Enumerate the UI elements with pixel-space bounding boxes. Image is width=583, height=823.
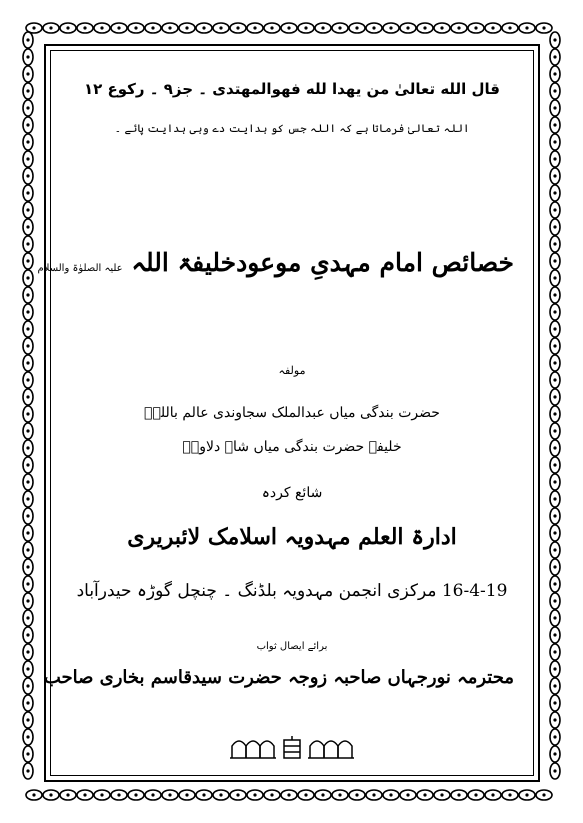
border-chain-dot: [553, 735, 556, 738]
border-chain-dot: [26, 191, 29, 194]
border-chain-dot: [26, 106, 29, 109]
border-chain-dot: [26, 429, 29, 432]
border-chain-dot: [389, 26, 392, 29]
border-chain-dot: [26, 55, 29, 58]
border-chain-dot: [202, 793, 205, 796]
border-chain-dot: [553, 208, 556, 211]
border-chain-dot: [440, 793, 443, 796]
border-chain-dot: [553, 378, 556, 381]
border-chain-dot: [26, 548, 29, 551]
border-chain-dot: [553, 531, 556, 534]
border-chain-dot: [474, 793, 477, 796]
border-chain-dot: [32, 793, 35, 796]
border-chain-dot: [491, 26, 494, 29]
border-chain-dot: [508, 793, 511, 796]
border-chain-dot: [553, 633, 556, 636]
border-chain-dot: [26, 769, 29, 772]
border-chain-dot: [553, 191, 556, 194]
border-chain-dot: [49, 26, 52, 29]
border-chain-dot: [151, 793, 154, 796]
border-chain-dot: [508, 26, 511, 29]
border-chain-dot: [553, 412, 556, 415]
border-chain-dot: [491, 793, 494, 796]
border-chain-dot: [553, 548, 556, 551]
title-page: [37, 56, 528, 770]
border-chain-dot: [553, 599, 556, 602]
publisher-label: شائع کردہ: [261, 485, 323, 501]
border-chain-dot: [26, 565, 29, 568]
border-chain-dot: [553, 446, 556, 449]
border-chain-dot: [151, 26, 154, 29]
border-chain-dot: [423, 793, 426, 796]
border-chain-dot: [26, 616, 29, 619]
border-chain-dot: [542, 26, 545, 29]
border-chain-dot: [26, 327, 29, 330]
border-chain-dot: [26, 463, 29, 466]
border-chain-dot: [553, 684, 556, 687]
border-chain-dot: [66, 793, 69, 796]
border-chain-dot: [26, 174, 29, 177]
border-chain-dot: [553, 497, 556, 500]
border-chain-dot: [406, 793, 409, 796]
border-chain-dot: [168, 793, 171, 796]
border-chain-dot: [134, 26, 137, 29]
border-chain-dot: [525, 793, 528, 796]
border-chain-dot: [26, 599, 29, 602]
border-chain-dot: [253, 26, 256, 29]
border-chain-dot: [457, 793, 460, 796]
border-chain-dot: [66, 26, 69, 29]
verse-translation: اللہ تعالیٰ فرماتا ہے کہ اللہ جس کو ہدایت دے وہی ہدایت پائے ۔: [114, 122, 470, 135]
publisher-address: 16-4-19 مرکزی انجمن مہدویہ بلڈنگ ۔ چنچل گوڑہ حیدرآباد: [76, 581, 508, 601]
center-emblem-icon: [284, 736, 300, 758]
border-chain-dot: [553, 106, 556, 109]
border-chain-dot: [26, 446, 29, 449]
book-title: [37, 248, 514, 277]
border-chain-dot: [287, 793, 290, 796]
border-chain-dot: [553, 718, 556, 721]
border-chain-dot: [457, 26, 460, 29]
border-chain-dot: [553, 123, 556, 126]
border-chain-dot: [26, 497, 29, 500]
border-chain-dot: [185, 26, 188, 29]
border-chain-dot: [553, 140, 556, 143]
border-chain-dot: [219, 26, 222, 29]
border-chain-dot: [26, 225, 29, 228]
border-chain-dot: [338, 793, 341, 796]
border-chain-dot: [542, 793, 545, 796]
border-chain-dot: [26, 412, 29, 415]
border-chain-dot: [270, 793, 273, 796]
border-chain-dot: [253, 793, 256, 796]
border-chain-dot: [553, 242, 556, 245]
border-chain-dot: [553, 174, 556, 177]
border-chain-dot: [83, 26, 86, 29]
border-chain-dot: [26, 514, 29, 517]
book-title-honorific: علیہ الصلوٰۃ والسلام: [37, 263, 123, 274]
border-chain-dot: [406, 26, 409, 29]
border-chain-dot: [287, 26, 290, 29]
border-chain-dot: [304, 26, 307, 29]
border-chain-dot: [26, 276, 29, 279]
border-chain-dot: [117, 793, 120, 796]
border-chain-dot: [26, 378, 29, 381]
author-label: مولفہ: [278, 364, 306, 377]
border-chain-dot: [321, 26, 324, 29]
border-chain-dot: [355, 26, 358, 29]
border-chain-dot: [553, 582, 556, 585]
border-chain-dot: [26, 531, 29, 534]
border-chain-dot: [553, 310, 556, 313]
border-chain-dot: [236, 793, 239, 796]
author-title: خلیفہ حضرت بندگی میاں شاہ دلاورؓ: [182, 439, 402, 455]
quran-verse: قال الله تعالیٰ من یهدا لله فهوالمهتدی ۔ جز۹ ۔ رکوع ۱۲: [83, 80, 501, 98]
border-chain-dot: [553, 429, 556, 432]
border-chain-dot: [553, 72, 556, 75]
border-chain-dot: [423, 26, 426, 29]
publisher-name: ادارۃ العلم مہدویہ اسلامک لائبریری: [127, 524, 457, 550]
border-chain-dot: [26, 242, 29, 245]
border-chain-dot: [49, 793, 52, 796]
border-chain-dot: [26, 582, 29, 585]
border-chain-dot: [83, 793, 86, 796]
border-chain-dot: [26, 89, 29, 92]
border-chain-dot: [26, 684, 29, 687]
border-chain-dot: [553, 344, 556, 347]
border-chain-dot: [389, 793, 392, 796]
bottom-ornament: [56, 732, 528, 762]
border-chain-dot: [270, 26, 273, 29]
border-chain-dot: [168, 26, 171, 29]
border-chain-dot: [26, 395, 29, 398]
border-chain-dot: [26, 701, 29, 704]
border-chain-dot: [553, 293, 556, 296]
border-chain-dot: [553, 514, 556, 517]
border-chain-dot: [26, 293, 29, 296]
border-chain-dot: [525, 26, 528, 29]
border-chain-dot: [134, 793, 137, 796]
border-chain-dot: [26, 361, 29, 364]
border-chain-dot: [553, 55, 556, 58]
border-chain-dot: [26, 140, 29, 143]
border-chain-dot: [553, 769, 556, 772]
border-chain-dot: [32, 26, 35, 29]
border-chain-dot: [338, 26, 341, 29]
border-chain-dot: [100, 793, 103, 796]
border-chain-dot: [26, 480, 29, 483]
border-chain-dot: [219, 793, 222, 796]
border-chain-dot: [355, 793, 358, 796]
border-chain-dot: [117, 26, 120, 29]
border-chain-dot: [185, 793, 188, 796]
border-chain-dot: [553, 667, 556, 670]
border-chain-dot: [26, 735, 29, 738]
border-chain-dot: [26, 667, 29, 670]
dedication-name: محترمہ نورجہاں صاحبہ زوجہ حضرت سیدقاسم بخاری صاحب: [43, 667, 514, 688]
border-chain-dot: [553, 463, 556, 466]
border-chain-dot: [553, 361, 556, 364]
border-chain-dot: [553, 259, 556, 262]
border-chain-dot: [474, 26, 477, 29]
border-chain-dot: [440, 26, 443, 29]
border-chain-dot: [26, 718, 29, 721]
border-chain-dot: [553, 752, 556, 755]
border-chain-dot: [304, 793, 307, 796]
border-chain-dot: [236, 26, 239, 29]
border-chain-dot: [321, 793, 324, 796]
border-chain-dot: [553, 395, 556, 398]
author-name: حضرت بندگی میاں عبدالملک سجاوندی عالم باللہؒ: [144, 405, 440, 421]
border-chain-dot: [553, 38, 556, 41]
dedication-label: برائے ایصال ثواب: [256, 641, 328, 652]
arch-ornament-right: [308, 741, 354, 758]
book-title-main: خصائص امام مہدیِ موعودخلیفۃ اللہ: [131, 248, 514, 277]
border-chain-dot: [26, 208, 29, 211]
border-chain-dot: [26, 344, 29, 347]
border-chain-dot: [26, 157, 29, 160]
border-chain-dot: [100, 26, 103, 29]
border-chain-dot: [26, 38, 29, 41]
border-chain-dot: [26, 310, 29, 313]
border-chain-dot: [553, 650, 556, 653]
border-chain-dot: [553, 225, 556, 228]
border-chain-dot: [553, 701, 556, 704]
border-chain-dot: [26, 633, 29, 636]
arch-ornament-left: [230, 741, 276, 758]
border-chain-dot: [372, 793, 375, 796]
border-chain-dot: [553, 565, 556, 568]
border-chain-dot: [553, 616, 556, 619]
border-chain-dot: [553, 327, 556, 330]
border-chain-dot: [26, 72, 29, 75]
border-chain-dot: [26, 259, 29, 262]
border-chain-dot: [553, 480, 556, 483]
border-chain-dot: [26, 123, 29, 126]
border-chain-dot: [202, 26, 205, 29]
border-chain-dot: [26, 752, 29, 755]
border-chain-dot: [553, 157, 556, 160]
border-chain-dot: [553, 276, 556, 279]
border-chain-dot: [372, 26, 375, 29]
border-chain-dot: [26, 650, 29, 653]
border-chain-dot: [553, 89, 556, 92]
